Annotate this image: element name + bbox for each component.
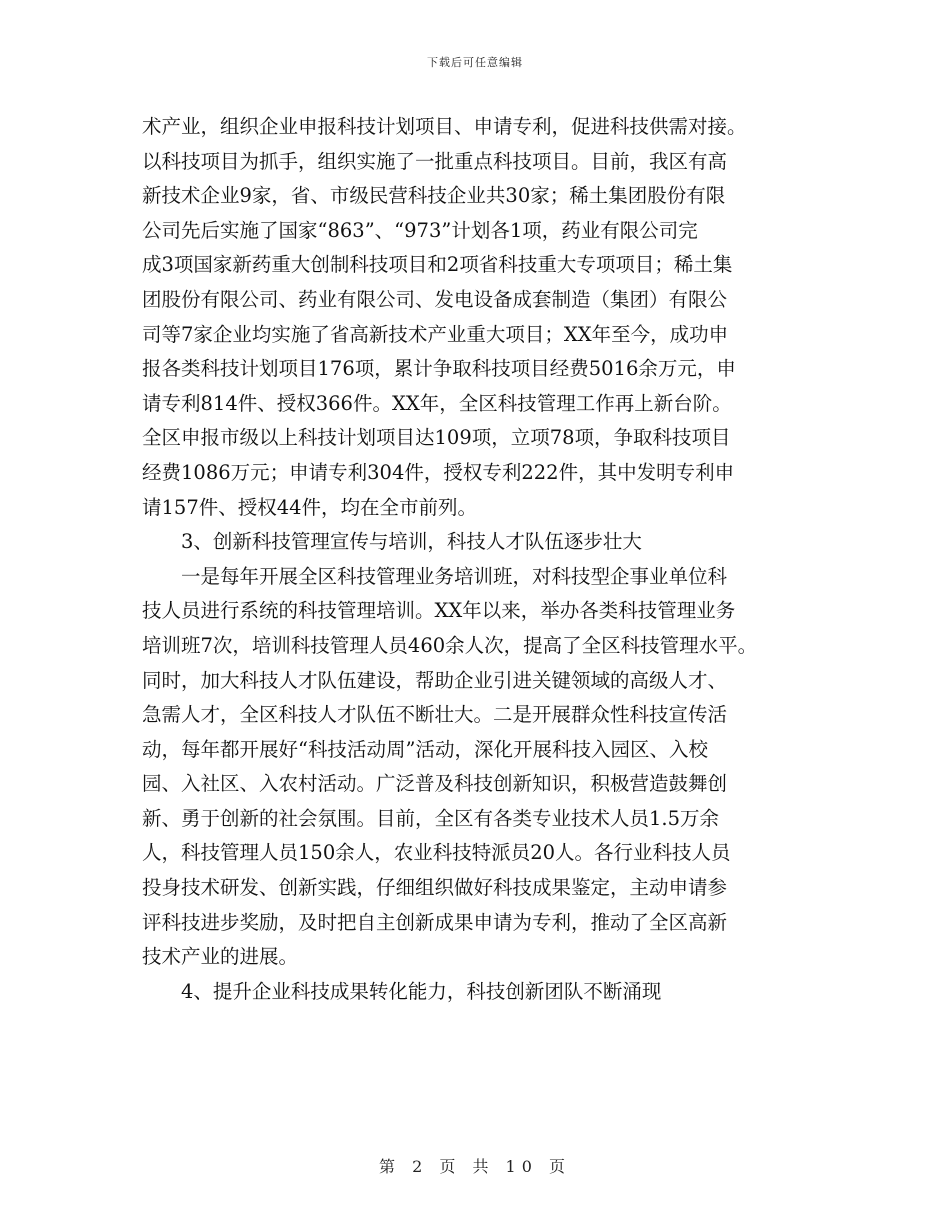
body-line: 园、入社区、入农村活动。广泛普及科技创新知识，积极营造鼓舞创	[142, 772, 728, 796]
body-line: 成3项国家新药重大创制科技项目和2项省科技重大专项项目；稀土集	[142, 253, 733, 277]
document-body	[142, 110, 832, 1009]
body-line: 团股份有限公司、药业有限公司、发电设备成套制造（集团）有限公	[142, 287, 728, 311]
body-line: 全区申报市级以上科技计划项目达109项，立项78项，争取科技项目	[142, 426, 731, 450]
body-line: 动，每年都开展好“科技活动周”活动，深化开展科技入园区、入校	[142, 737, 708, 761]
body-line: 技术产业的进展。	[142, 945, 299, 969]
body-line: 以科技项目为抓手，组织实施了一批重点科技项目。目前，我区有高	[142, 149, 728, 173]
body-line: 培训班7次，培训科技管理人员460余人次，提高了全区科技管理水平。	[142, 633, 758, 657]
body-line: 请专利814件、授权366件。XX年，全区科技管理工作再上新台阶。	[142, 391, 732, 415]
body-line: 请157件、授权44件，均在全市前列。	[142, 495, 478, 519]
section-heading-4: 4、提升企业科技成果转化能力，科技创新团队不断涌现	[181, 979, 662, 1003]
body-line: 术产业，组织企业申报科技计划项目、申请专利，促进科技供需对接。	[142, 115, 747, 138]
body-line: 公司先后实施了国家“863”、“973”计划各1项，药业有限公司完	[142, 218, 698, 242]
page-header: 下载后可任意编辑	[427, 56, 523, 69]
section-heading-3: 3、创新科技管理宣传与培训，科技人才队伍逐步壮大	[181, 530, 642, 554]
body-line: 投身技术研发、创新实践，仔细组织做好科技成果鉴定，主动申请参	[142, 876, 728, 900]
body-line: 同时，加大科技人才队伍建设，帮助企业引进关键领域的高级人才、	[142, 668, 728, 692]
body-line: 报各类科技计划项目176项，累计争取科技项目经费5016余万元，申	[142, 357, 736, 381]
page-number-footer: 第 2 页 共 10 页	[379, 1157, 571, 1176]
body-line: 经费1086万元；申请专利304件，授权专利222件，其中发明专利申	[142, 460, 735, 484]
body-line: 司等7家企业均实施了省高新技术产业重大项目；XX年至今，成功申	[142, 322, 729, 346]
body-line: 新技术企业9家，省、市级民营科技企业共30家；稀土集团股份有限	[142, 184, 726, 208]
paragraph-start: 一是每年开展全区科技管理业务培训班，对科技型企事业单位科	[181, 564, 728, 588]
body-line: 新、勇于创新的社会氛围。目前，全区有各类专业技术人员1.5万余	[142, 806, 720, 830]
body-line: 人，科技管理人员150余人，农业科技特派员20人。各行业科技人员	[142, 841, 731, 865]
body-line: 评科技进步奖励，及时把自主创新成果申请为专利，推动了全区高新	[142, 910, 728, 934]
body-line: 急需人才，全区科技人才队伍不断壮大。二是开展群众性科技宣传活	[142, 703, 728, 727]
body-line: 技人员进行系统的科技管理培训。XX年以来，举办各类科技管理业务	[142, 599, 736, 623]
